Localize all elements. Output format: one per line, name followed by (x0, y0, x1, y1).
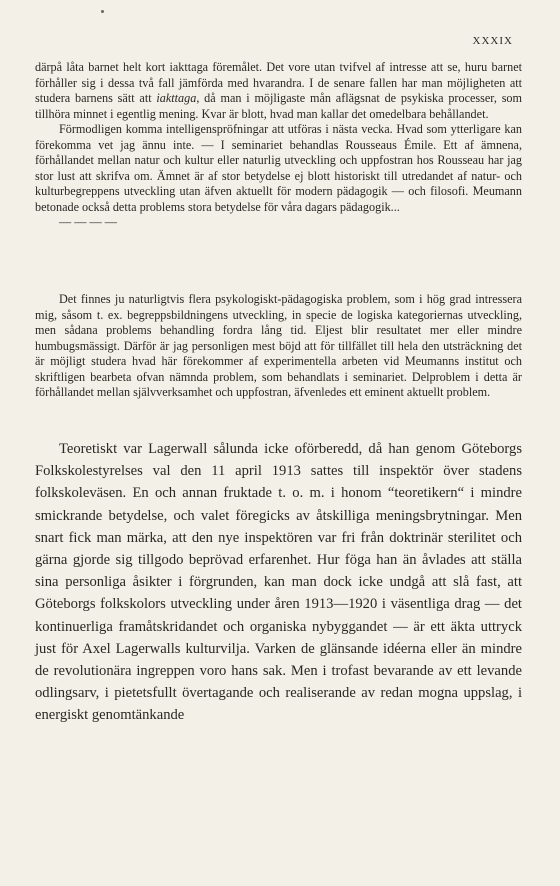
quoted-letter-part-2 (35, 292, 522, 401)
quoted-letter-part-1 (35, 60, 522, 229)
print-speck (101, 10, 104, 13)
quote-paragraph: Förmodligen komma intelligenspröfningar att utföras i nästa vecka. Hvad som ytterligare kan förekomma vet jag ännu inte. — I seminariet behandlas Rousseaus Émile. Ett af ämnena, förhållandet mellan natur och kultur eller naturlig utveckling och uppfostran hos Rousseau har jag stor lust att skrifva om. Ämnet är af stor betydelse ej blott historiskt till utredandet af natur- och kulturbegreppens utveckling utan äfven aktuellt för modern pädagogik — och filosofi. Meumann betonade också detta problems stora betydelse för våra dagars pädagogik... (35, 122, 522, 214)
quote-paragraph: Det finnes ju naturligtvis flera psykologiskt-pädagogiska problem, som i hög grad intressera mig, såsom t. ex. begreppsbildningens utveckling, in specie de logiska kategoriernas utveckling, men sådana problems behandling fordra lång tid. Eljest blir resultatet mer eller mindre humbugsmässigt. Därför är jag personligen mest böjd att för tillfället till hela den utsträckning det är möjligt studera hvad här förekommer af experimentella arbeten vid Meumanns institut och skriftligen bearbeta ofvan nämnda problem, som behandlats i seminariet. Delproblem i detta är förhållandet mellan självverksamhet och uppfostran, äfvenledes ett eminent aktuellt problem. (35, 292, 522, 399)
body-text (35, 438, 522, 727)
quote-paragraph: därpå låta barnet helt kort iakttaga föremålet. Det vore utan tvifvel af intresse att se, huru barnet förhåller sig i dessa två fall jämförda med hvarandra. I de senare fallen har man möjligheten att studera barnens sätt att iakttaga, då man i möjligaste mån aflägsnat de psykiska processer, som tillhöra minnet i egentlig mening. Kvar är blott, hvad man kallar det omedelbara behållandet. (35, 60, 523, 121)
emphasized-word: iakttaga (156, 91, 197, 105)
page-number: XXXIX (472, 35, 513, 47)
section-dashes: — — — — (59, 215, 117, 229)
body-paragraph: Teoretiskt var Lagerwall sålunda icke oförberedd, då han genom Göteborgs Folkskolestyrelses val den 11 april 1913 sattes till inspektör över stadens folkskoleväsen. En och annan fruktade t. o. m. i honom “teoretikern“ i mindre smickrande betydelse, och valet föregicks av åtskilliga meningsbrytningar. Men snart fick man märka, att den nye inspektören var fri från doktrinär sterilitet och gärna gjorde sig tillgodo beprövad erfarenhet. Hur föga han än åvlades att ställa sina personliga åsikter i förgrunden, kan man dock icke undgå att slå fast, att Göteborgs folkskolors utveckling under åren 1913—1920 i väsentliga drag — det kontinuerliga framåtskridandet och organiska nybyggandet — är ett äkta uttryck just för Axel Lagerwalls kulturvilja. Varken de glänsande idéerna eller än mindre de revolutionära ingreppen voro hans sak. Men i trofast bevarande av ett levande odlingsarv, i pietetsfullt övertagande och realiserande av redan mogna uppslag, i energiskt genomtänkande (35, 441, 522, 724)
